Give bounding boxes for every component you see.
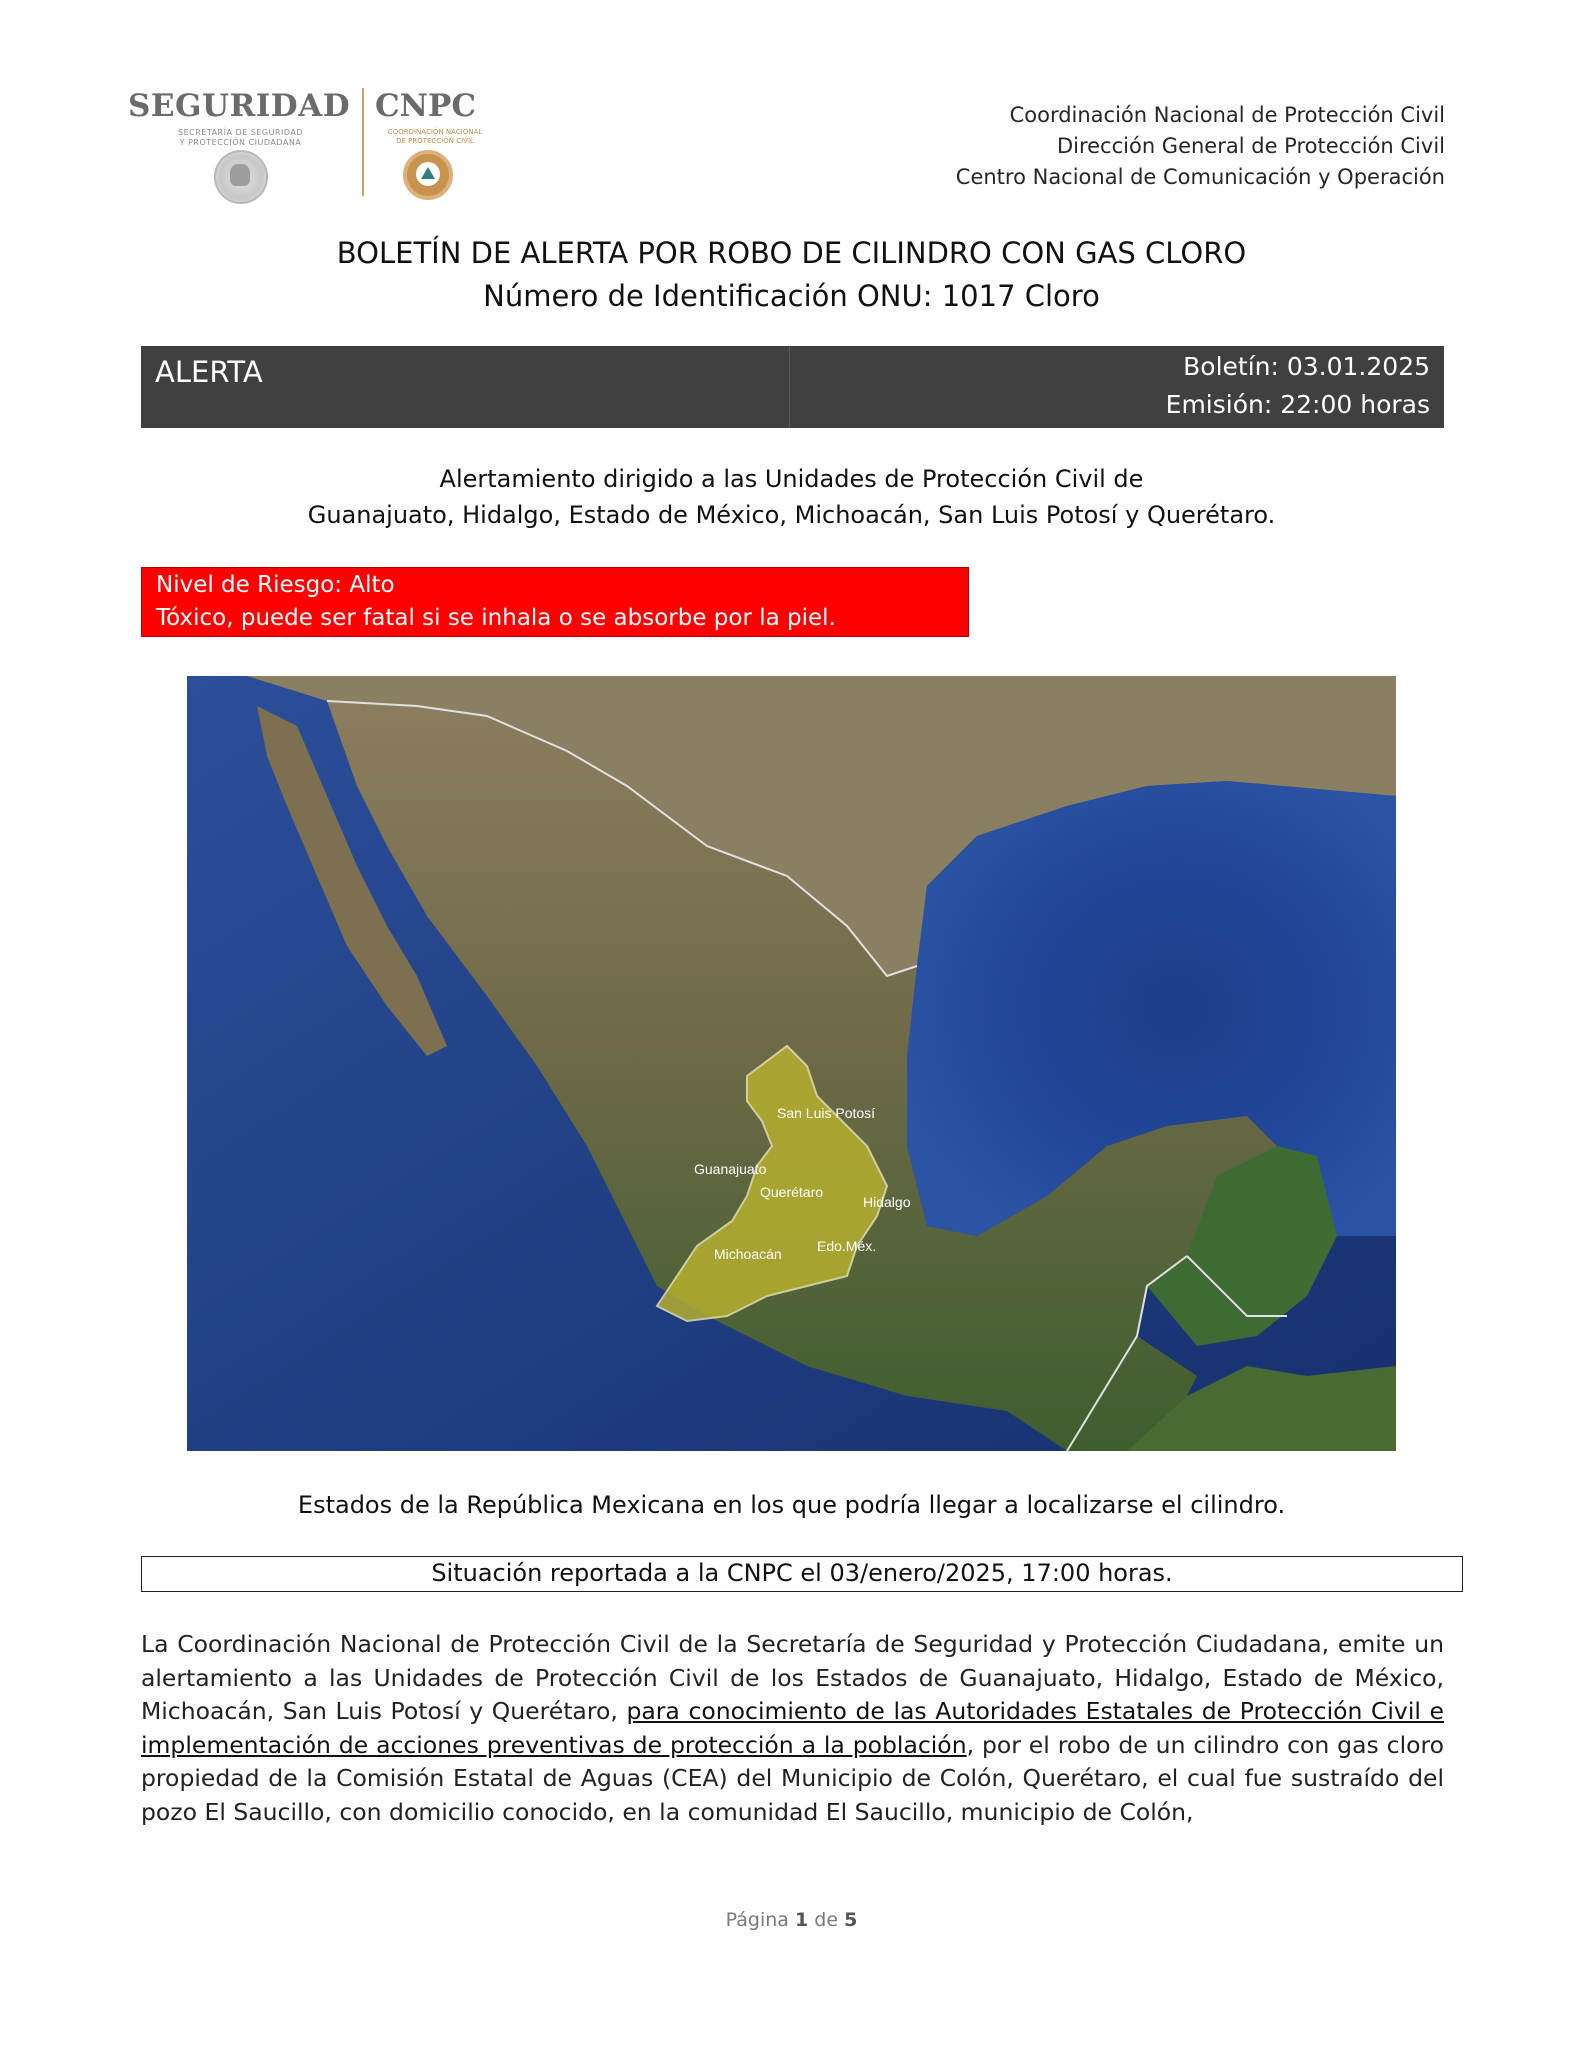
alert-dates bbox=[1166, 348, 1430, 424]
org-line-2: Dirección General de Protección Civil bbox=[1056, 134, 1445, 158]
alert-bar bbox=[141, 346, 1444, 428]
label-san-luis-potosi: San Luis Potosí bbox=[777, 1105, 876, 1121]
label-hidalgo: Hidalgo bbox=[863, 1194, 911, 1210]
title-line-2: Número de Identificación ONU: 1017 Cloro bbox=[483, 279, 1100, 313]
footer-page: 1 bbox=[795, 1909, 809, 1931]
directed-line-2: Guanajuato, Hidalgo, Estado de México, Michoacán, San Luis Potosí y Querétaro. bbox=[307, 501, 1276, 529]
label-guanajuato: Guanajuato bbox=[694, 1161, 767, 1177]
directed-line-1: Alertamiento dirigido a las Unidades de Protección Civil de bbox=[439, 465, 1144, 493]
seguridad-logo-sub-1: SECRETARÍA DE SEGURIDAD bbox=[177, 128, 304, 137]
satellite-map bbox=[187, 676, 1396, 1451]
seguridad-logo-word: SEGURIDAD bbox=[128, 88, 351, 124]
seguridad-logo bbox=[128, 88, 353, 148]
emission-time: Emisión: 22:00 horas bbox=[1165, 390, 1430, 419]
seguridad-logo-sub-2: Y PROTECCIÓN CIUDADANA bbox=[179, 138, 302, 147]
label-edo-mex: Edo.Méx. bbox=[817, 1238, 877, 1254]
seguridad-logo-subtitle bbox=[128, 128, 353, 148]
logo-divider bbox=[362, 88, 364, 196]
cnpc-logo-sub-1: COORDINACIÓN NACIONAL bbox=[387, 128, 483, 136]
body-part-2: , por el robo de un cilindro con gas cloro propiedad de la Comisión Estatal de Aguas (CEA) del Municipio de Colón, Querétaro, el cual fue sustraído del pozo El Saucillo, con domicilio conocido, en la comunidad El Saucillo, municipio de Colón, bbox=[141, 1730, 1444, 1826]
alert-bar-divider bbox=[789, 346, 790, 428]
label-queretaro: Querétaro bbox=[760, 1184, 824, 1200]
cnpc-logo-sub-2: DE PROTECCIÓN CIVIL bbox=[396, 137, 474, 145]
label-michoacan: Michoacán bbox=[714, 1246, 782, 1262]
map-caption: Estados de la República Mexicana en los que podría llegar a localizarse el cilindro. bbox=[297, 1491, 1286, 1519]
document-title bbox=[0, 232, 1583, 318]
alert-label: ALERTA bbox=[155, 355, 263, 389]
bulletin-date: Boletín: 03.01.2025 bbox=[1183, 352, 1430, 381]
organization-header bbox=[956, 100, 1445, 193]
body-paragraph bbox=[141, 1628, 1444, 1829]
org-line-1: Coordinación Nacional de Protección Civil bbox=[1009, 103, 1445, 127]
page-footer bbox=[0, 1909, 1583, 1931]
cnpc-logo bbox=[375, 88, 495, 146]
national-seal-icon bbox=[214, 150, 268, 204]
org-line-3: Centro Nacional de Comunicación y Operación bbox=[955, 165, 1445, 189]
footer-total: 5 bbox=[844, 1909, 858, 1931]
risk-level-box bbox=[141, 567, 969, 637]
body-underlined: para conocimiento de las Autoridades Estatales de Protección Civil e implementación de acciones preventivas de protección a la población bbox=[141, 1697, 1444, 1759]
body-part-1: La Coordinación Nacional de Protección Civil de la Secretaría de Seguridad y Protección Ciudadana, emite un alertamiento a las Unidades de Protección Civil de los Estados de Guanajuato, Hidalgo, Estado de México, Michoacán, San Luis Potosí y Querétaro, bbox=[141, 1630, 1444, 1725]
directed-to bbox=[0, 461, 1583, 533]
risk-description: Tóxico, puede ser fatal si se inhala o se absorbe por la piel. bbox=[156, 605, 836, 631]
cnpc-logo-subtitle bbox=[375, 128, 495, 146]
footer-of: de bbox=[814, 1909, 839, 1931]
cnpc-emblem-icon bbox=[403, 150, 453, 200]
cnpc-logo-word: CNPC bbox=[375, 88, 476, 124]
footer-prefix: Página bbox=[725, 1909, 789, 1931]
title-line-1: BOLETÍN DE ALERTA POR ROBO DE CILINDRO CON GAS CLORO bbox=[336, 236, 1247, 270]
situation-box: Situación reportada a la CNPC el 03/enero/2025, 17:00 horas. bbox=[141, 1556, 1463, 1592]
risk-level: Nivel de Riesgo: Alto bbox=[156, 572, 395, 598]
